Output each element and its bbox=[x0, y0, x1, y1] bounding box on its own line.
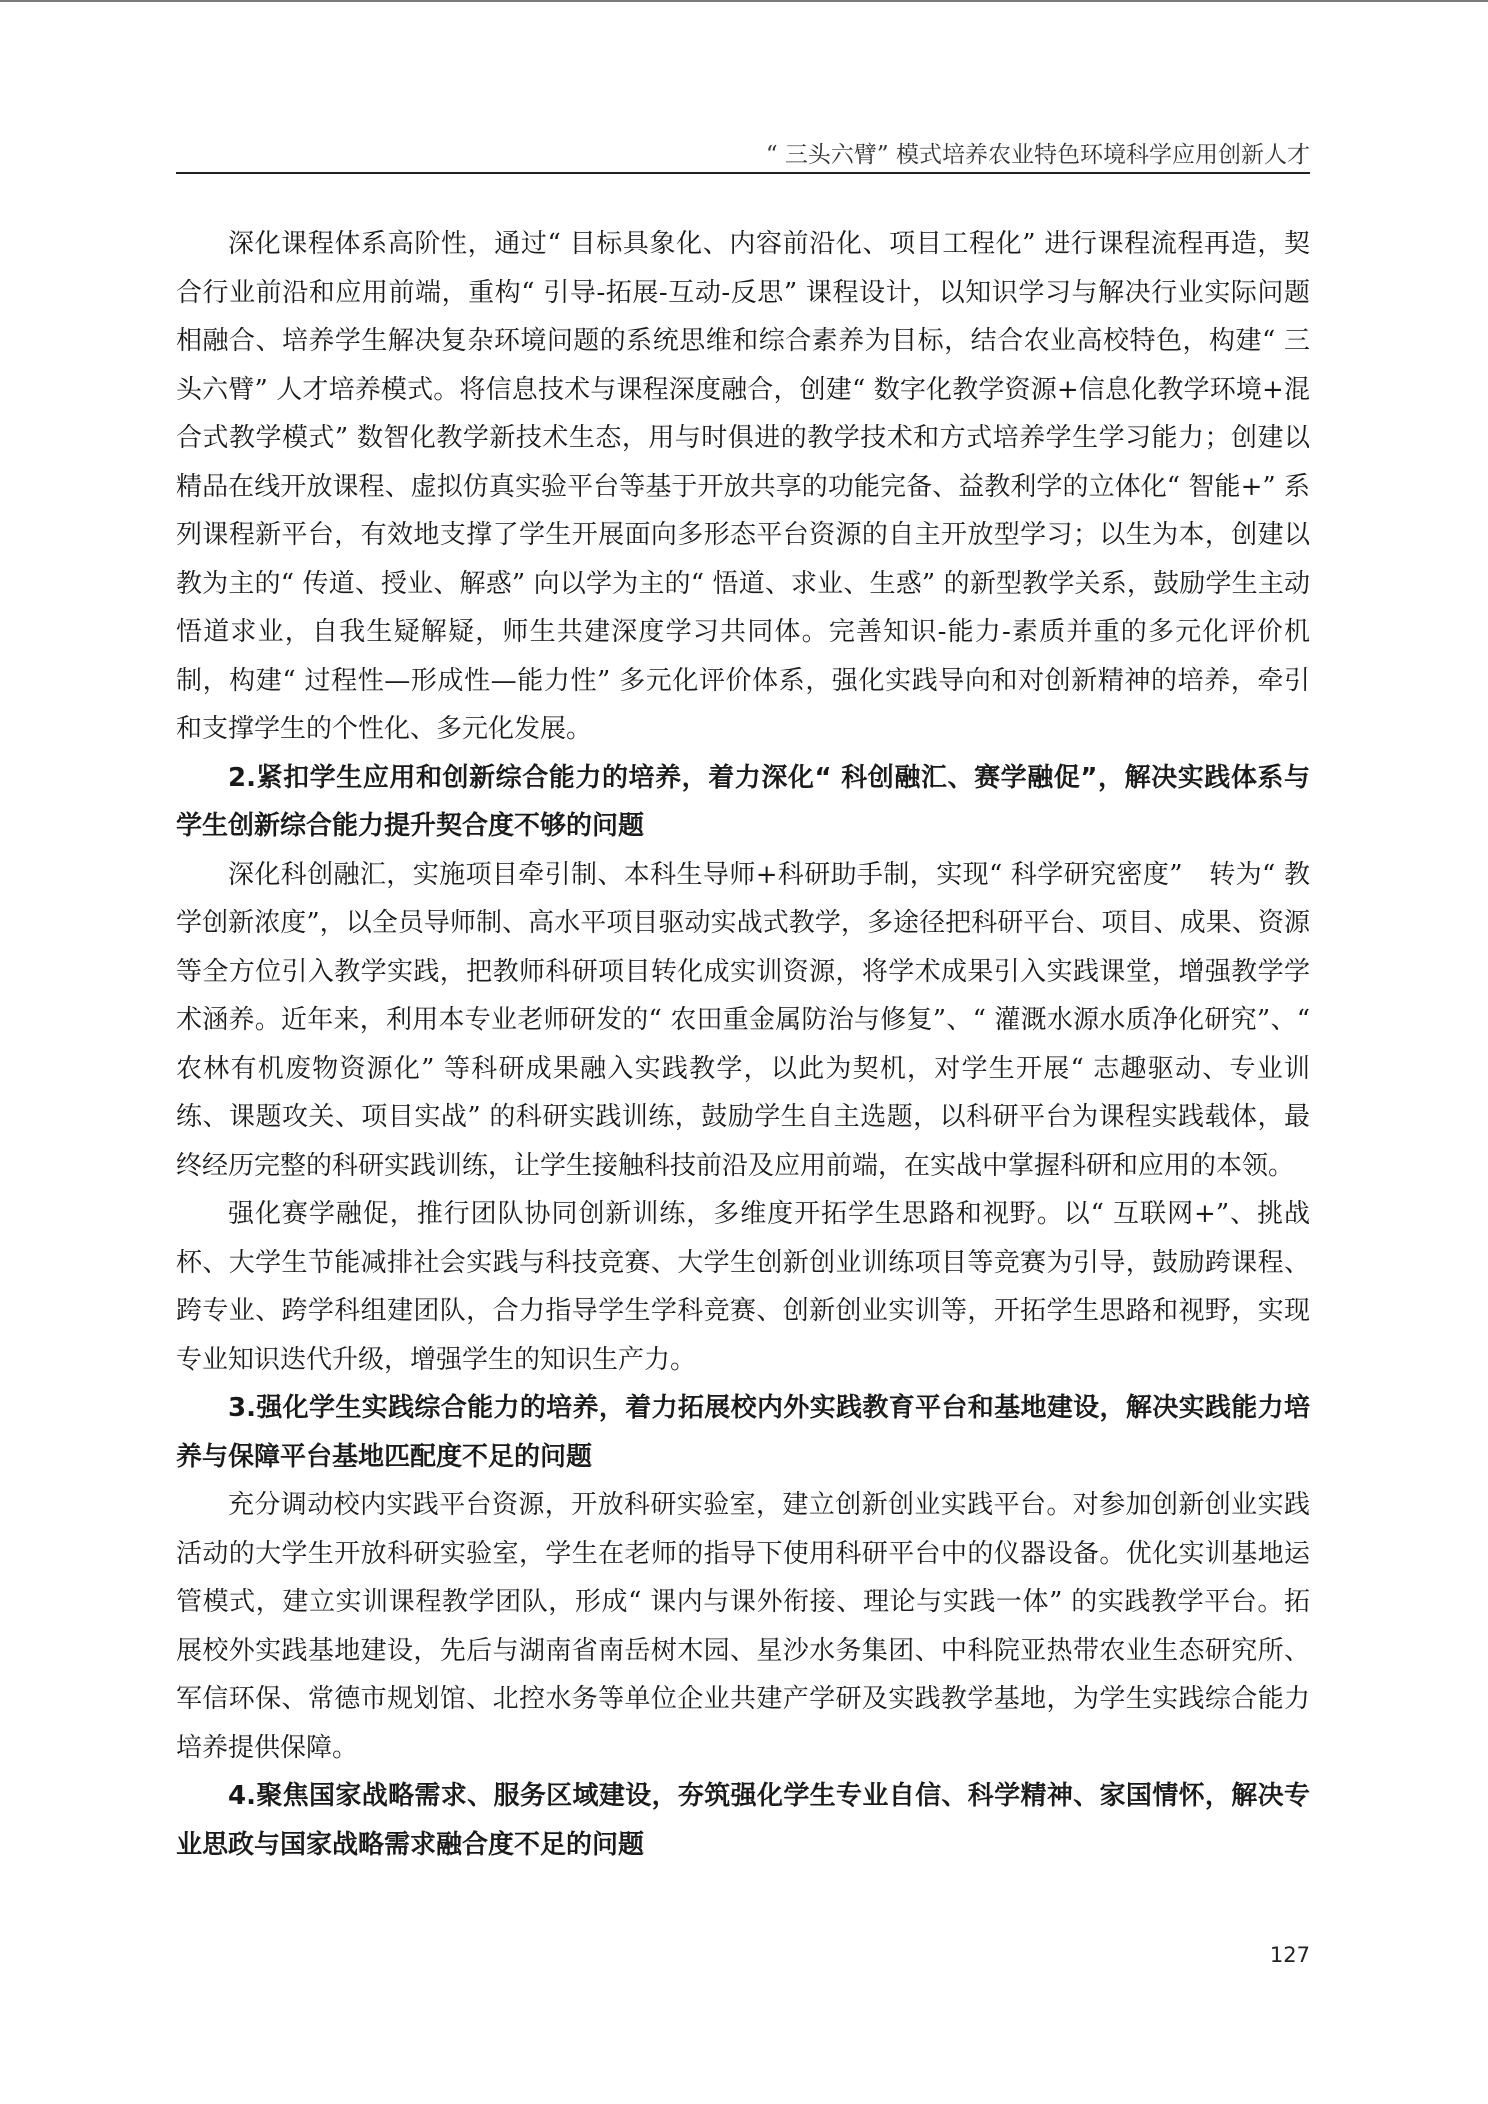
page-number: 127 bbox=[1269, 1943, 1310, 1967]
section-heading-4: 4.聚焦国家战略需求、服务区域建设，夯筑强化学生专业自信、科学精神、家国情怀，解决专业思政与国家战略需求融合度不足的问题 bbox=[176, 1781, 1310, 1860]
running-header: “ 三头六臂” 模式培养农业特色环境科学应用创新人才 bbox=[765, 142, 1310, 168]
section-heading-2: 2.紧扣学生应用和创新综合能力的培养，着力深化“ 科创融汇、赛学融促”，解决实践体系与学生创新综合能力提升契合度不够的问题 bbox=[176, 762, 1310, 841]
paragraph-practice-platforms: 充分调动校内实践平台资源，开放科研实验室，建立创新创业实践平台。对参加创新创业实践活动的大学生开放科研实验室，学生在老师的指导下使用科研平台中的仪器设备。优化实训基地运管模式，建立实训课程教学团队，形成“ 课内与课外衔接、理论与实践一体” 的实践教学平台。拓展校外实践基地建设，先后与湖南省南岳树木园、星沙水务集团、中科院亚热带农业生态研究所、军信环保、常德市规划馆、北控水务等单位企业共建产学研及实践教学基地，为学生实践综合能力培养提供保障。 bbox=[176, 1490, 1310, 1763]
paragraph-competitions: 强化赛学融促，推行团队协同创新训练，多维度开拓学生思路和视野。以“ 互联网+”、挑战杯、大学生节能减排社会实践与科技竞赛、大学生创新创业训练项目等竞赛为引导，鼓励跨课程、跨专业、跨学科组建团队，合力指导学生学科竞赛、创新创业实训等，开拓学生思路和视野，实现专业知识迭代升级，增强学生的知识生产力。 bbox=[176, 1199, 1310, 1375]
section-heading-3: 3.强化学生实践综合能力的培养，着力拓展校内外实践教育平台和基地建设，解决实践能力培养与保障平台基地匹配度不足的问题 bbox=[176, 1393, 1310, 1472]
article-body bbox=[176, 220, 1310, 1869]
paragraph-research-integration: 深化科创融汇，实施项目牵引制、本科生导师+科研助手制，实现“ 科学研究密度” 转为“ 教学创新浓度”，以全员导师制、高水平项目驱动实战式教学，多途径把科研平台、项目、成果、资源等全方位引入教学实践，把教师科研项目转化成实训资源，将学术成果引入实践课堂，增强教学学术涵养。近年来，利用本专业老师研发的“ 农田重金属防治与修复”、“ 灌溉水源水质净化研究”、“ 农林有机废物资源化” 等科研成果融入实践教学，以此为契机，对学生开展“ 志趣驱动、专业训练、课题攻关、项目实战” 的科研实践训练，鼓励学生自主选题，以科研平台为课程实践载体，最终经历完整的科研实践训练，让学生接触科技前沿及应用前端，在实战中掌握科研和应用的本领。 bbox=[176, 859, 1310, 1181]
paragraph-curriculum: 深化课程体系高阶性，通过“ 目标具象化、内容前沿化、项目工程化” 进行课程流程再造，契合行业前沿和应用前端，重构“ 引导-拓展-互动-反思” 课程设计，以知识学习与解决行业实际问题相融合、培养学生解决复杂环境问题的系统思维和综合素养为目标，结合农业高校特色，构建“ 三头六臂” 人才培养模式。将信息技术与课程深度融合，创建“ 数字化教学资源+信息化教学环境+混合式教学模式” 数智化教学新技术生态，用与时俱进的教学技术和方式培养学生学习能力；创建以精品在线开放课程、虚拟仿真实验平台等基于开放共享的功能完备、益教利学的立体化“ 智能+” 系列课程新平台，有效地支撑了学生开展面向多形态平台资源的自主开放型学习；以生为本，创建以教为主的“ 传道、授业、解惑” 向以学为主的“ 悟道、求业、生惑” 的新型教学关系，鼓励学生主动悟道求业，自我生疑解疑，师生共建深度学习共同体。完善知识-能力-素质并重的多元化评价机制，构建“ 过程性—形成性—能力性” 多元化评价体系，强化实践导向和对创新精神的培养，牵引和支撑学生的个性化、多元化发展。 bbox=[176, 229, 1310, 744]
header-rule bbox=[176, 172, 1310, 174]
page-top-border bbox=[0, 0, 1488, 2]
